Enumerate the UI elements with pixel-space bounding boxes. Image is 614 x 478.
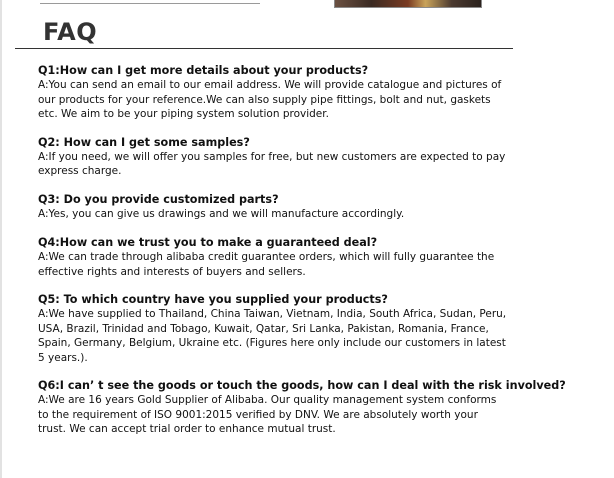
faq-answer: A:We have supplied to Thailand, China Taiwan, Vietnam, India, South Africa, Sudan, Peru, USA, Brazil, Trinidad and Tobago, Kuwait, Qatar, Sri Lanka, Pakistan, Romania, France, Spain, Germany, Belgium, Ukraine etc. (Figures here only include our customers in latest 5 years.). [38,308,507,364]
faq-item-6 [38,379,566,437]
faq-item-1 [38,64,508,122]
faq-item-4 [38,236,508,279]
faq-item-2 [38,136,508,179]
page-edge [0,0,2,478]
previous-section-fragment [40,0,260,4]
faq-answer: A:You can send an email to our email address. We will provide catalogue and pictures of our products for your reference.We can also supply pipe fittings, bolt and nut, gaskets etc. We aim to be your piping system solution provider. [38,79,502,120]
product-photo-fragment [334,0,482,8]
title-divider [15,48,513,49]
faq-question: Q5: To which country have you supplied your products? [38,293,388,306]
faq-answer: A:We can trade through alibaba credit guarantee orders, which will fully guarantee the effective rights and interests of buyers and sellers. [38,251,495,278]
faq-question: Q1:How can I get more details about your products? [38,64,369,77]
faq-item-3 [38,193,508,222]
faq-answer: A:Yes, you can give us drawings and we will manufacture accordingly. [38,207,405,220]
faq-question: Q2: How can I get some samples? [38,135,250,149]
faq-list [38,64,566,451]
faq-question: Q6:I can’ t see the goods or touch the goods, how can I deal with the risk involved? [38,379,566,392]
faq-question: Q3: Do you provide customized parts? [38,192,279,206]
faq-item-5 [38,293,508,365]
faq-answer: A:We are 16 years Gold Supplier of Alibaba. Our quality management system conforms to the requirement of ISO 9001:2015 verified by DNV. We are absolutely worth your trust. We can accept trial order to enhance mutual trust. [38,394,497,435]
faq-answer: A:If you need, we will offer you samples for free, but new customers are expected to pay express charge. [38,150,506,177]
page-title: FAQ [43,18,98,46]
faq-question: Q4:How can we trust you to make a guaranteed deal? [38,236,378,249]
